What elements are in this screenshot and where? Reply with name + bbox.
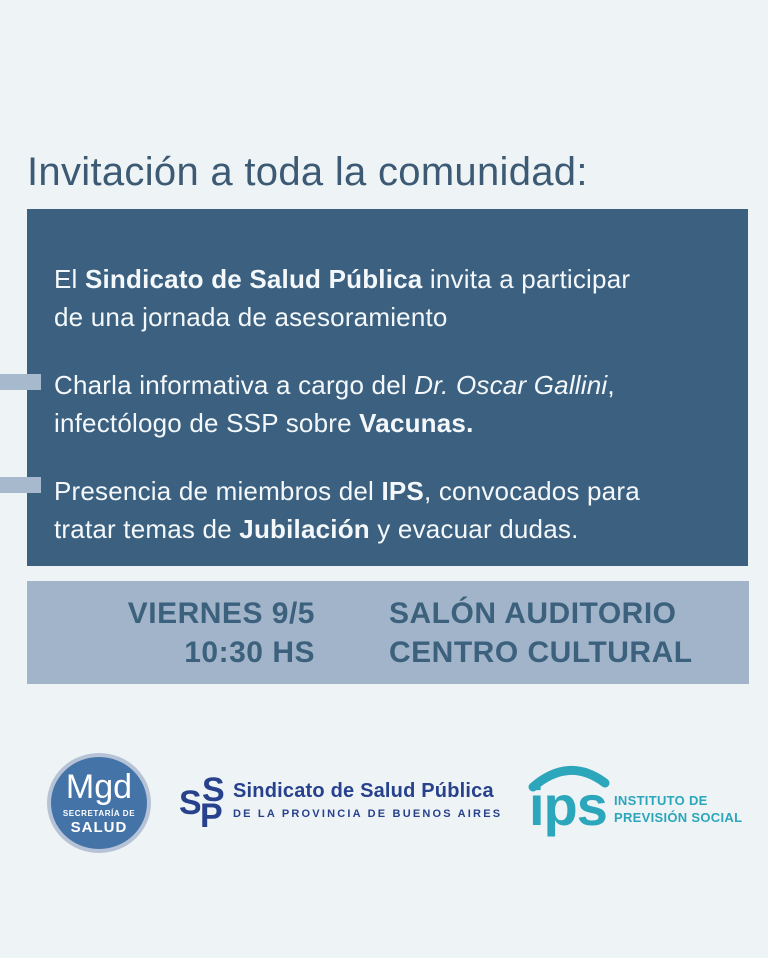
ssp-letter: S xyxy=(179,784,202,822)
text-segment: El xyxy=(54,264,85,294)
mgd-monogram: Mgd xyxy=(65,768,133,806)
schedule-date: VIERNES 9/5 xyxy=(127,596,315,630)
text-segment-bold: Vacunas. xyxy=(359,408,474,438)
schedule-time: 10:30 HS xyxy=(184,635,315,669)
left-edge-marker-top xyxy=(0,374,41,390)
schedule-venue xyxy=(389,594,693,672)
info-box xyxy=(27,209,748,566)
venue-line2: CENTRO CULTURAL xyxy=(389,635,693,669)
ssp-name: Sindicato de Salud Pública xyxy=(233,780,494,802)
text-segment-bold: IPS xyxy=(381,476,424,506)
text-segment-italic: Dr. Oscar Gallini xyxy=(414,370,608,400)
page-title: Invitación a toda la comunidad: xyxy=(27,150,588,194)
ssp-logo-text xyxy=(233,780,502,820)
left-edge-marker-bottom xyxy=(0,477,41,493)
ips-monogram-icon xyxy=(527,764,611,844)
text-segment: , xyxy=(607,370,615,400)
text-segment: y evacuar dudas. xyxy=(369,514,579,544)
text-segment-bold: Sindicato de Salud Pública xyxy=(84,264,423,294)
ips-logo-text xyxy=(614,792,742,826)
mgd-logo xyxy=(47,753,151,853)
ips-line2: PREVISIÓN SOCIAL xyxy=(614,810,743,825)
paragraph-invitation xyxy=(54,260,722,336)
ssp-monogram-icon xyxy=(179,773,233,837)
mgd-subtitle-line2: SALUD xyxy=(70,819,128,836)
text-segment-bold: Jubilación xyxy=(239,514,370,544)
ips-monogram: ips xyxy=(529,774,607,837)
ssp-letter: P xyxy=(200,797,223,835)
text-segment: Charla informativa a cargo del xyxy=(54,370,415,400)
ips-line1: INSTITUTO DE xyxy=(614,793,708,808)
paragraph-ips xyxy=(54,472,722,548)
text-segment: infectólogo de SSP sobre xyxy=(54,408,360,438)
paragraph-charla xyxy=(54,366,722,442)
schedule-band xyxy=(27,581,749,684)
text-segment: , convocados para xyxy=(423,476,640,506)
ssp-subtitle: DE LA PROVINCIA DE BUENOS AIRES xyxy=(233,808,503,820)
mgd-subtitle-line1: SECRETARÍA DE xyxy=(62,809,136,818)
text-segment: de una jornada de asesoramiento xyxy=(54,302,448,332)
schedule-datetime xyxy=(27,594,315,672)
text-segment: Presencia de miembros del xyxy=(54,476,382,506)
ssp-letter: S xyxy=(202,771,225,809)
text-segment: tratar temas de xyxy=(54,514,240,544)
venue-line1: SALÓN AUDITORIO xyxy=(389,596,677,630)
text-segment: invita a participar xyxy=(422,264,631,294)
